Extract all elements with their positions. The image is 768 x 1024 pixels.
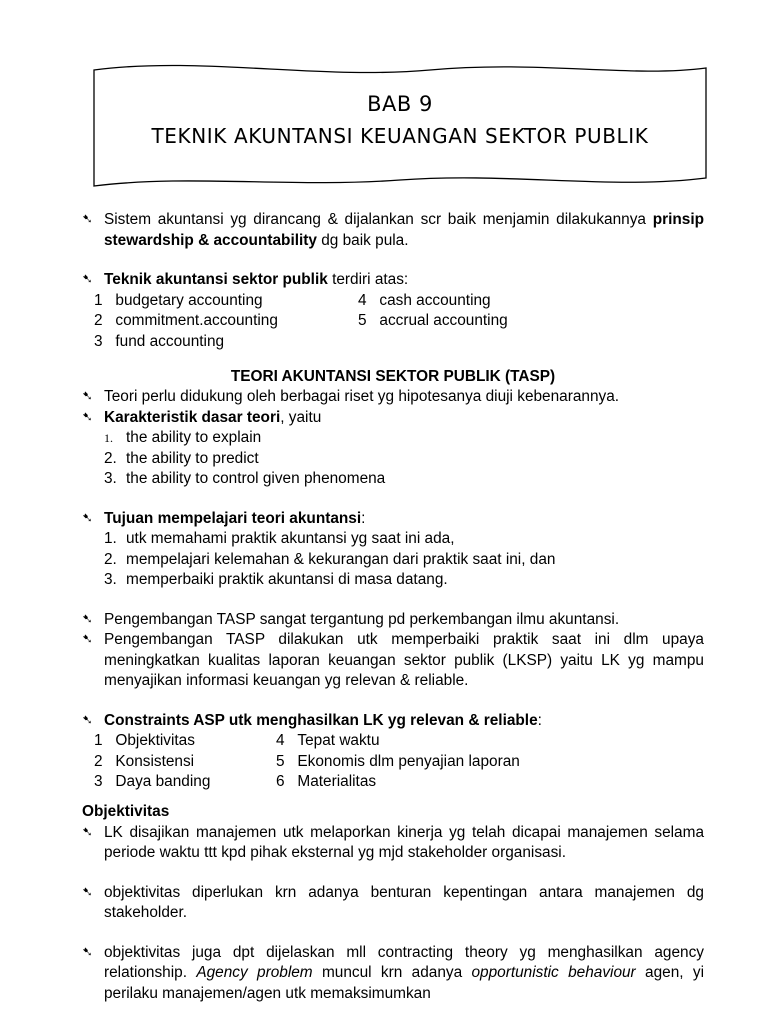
- paragraph-lk: ➷ LK disajikan manajemen utk melaporkan kinerja yg telah dicapai manajemen selama periode waktu ttt kpd pihak eksternal yg mjd stakeholder organisasi.: [82, 823, 704, 861]
- constraints-list: [82, 731, 704, 793]
- arrow-bullet-icon: ➷: [82, 272, 93, 287]
- list-item: 2. mempelajari kelemahan & kekurangan dari praktik saat ini, dan: [104, 550, 556, 568]
- arrow-bullet-icon: ➷: [82, 632, 93, 647]
- chapter-title: TEKNIK AKUNTANSI KEUANGAN SEKTOR PUBLIK: [151, 124, 649, 148]
- techniques-list: [82, 291, 704, 353]
- list-item: 1 budgetary accounting: [94, 291, 263, 309]
- paragraph-agency: ➷ objektivitas juga dpt dijelaskan mll contracting theory yg menghasilkan agency relationship. Agency problem muncul krn adanya opportunistic behaviour agen, yi perilaku manajemen/agen utk memaksimumkan: [82, 943, 705, 1002]
- list-item: 3. the ability to control given phenomena: [104, 470, 386, 487]
- arrow-bullet-icon: ➷: [82, 824, 93, 840]
- paragraph-characteristics: ➷ Karakteristik dasar teori, yaitu: [82, 408, 704, 429]
- list-item: 5 accrual accounting: [358, 312, 508, 329]
- arrow-bullet-icon: ➷: [82, 884, 93, 900]
- list-item: 3 Daya banding: [94, 773, 211, 790]
- paragraph-conflict: ➷ objektivitas diperlukan krn adanya benturan kepentingan antara manajemen dg stakeholder.: [82, 883, 704, 921]
- section-heading-objektivitas: Objektivitas: [82, 803, 170, 820]
- list-item: 1. utk memahami praktik akuntansi yg saat ini ada,: [104, 530, 455, 547]
- list-item: 1 Objektivitas: [94, 732, 195, 749]
- arrow-bullet-icon: ➷: [82, 409, 93, 425]
- document-body: [82, 210, 704, 1004]
- list-item: 4 cash accounting: [358, 291, 491, 309]
- list-item: 2 Konsistensi: [94, 752, 195, 770]
- paragraph-development-2: ➷ Pengembangan TASP dilakukan utk memperbaiki praktik saat ini dlm upaya meningkatkan kualitas laporan keuangan sektor publik (LKSP) yaitu LK yg mampu menyajikan informasi keuangan yg relevan & reliable.: [82, 631, 704, 689]
- list-item: 6 Materialitas: [276, 773, 377, 790]
- arrow-bullet-icon: ➷: [82, 212, 93, 227]
- paragraph-system: ➷ Sistem akuntansi yg dirancang & dijalankan scr baik menjamin dilakukannya prinsip stewardship & accountability dg baik pula.: [82, 211, 704, 249]
- list-item: 5 Ekonomis dlm penyajian laporan: [276, 752, 520, 770]
- list-item: 4 Tepat waktu: [276, 732, 380, 749]
- list-item: 1. the ability to explain: [104, 429, 262, 446]
- list-item: 2. the ability to predict: [104, 449, 259, 467]
- list-item: 2 commitment.accounting: [94, 312, 278, 329]
- purposes-list: [82, 529, 704, 591]
- section-heading-tasp: TEORI AKUNTANSI SEKTOR PUBLIK (TASP): [230, 367, 556, 385]
- chapter-banner: [90, 58, 710, 190]
- characteristics-list: [82, 428, 704, 490]
- paragraph-development-1: ➷ Pengembangan TASP sangat tergantung pd perkembangan ilmu akuntansi.: [82, 610, 704, 631]
- paragraph-purposes: ➷ Tujuan mempelajari teori akuntansi:: [82, 509, 704, 530]
- arrow-bullet-icon: ➷: [82, 944, 93, 960]
- arrow-bullet-icon: ➷: [82, 389, 93, 404]
- list-item: 3 fund accounting: [94, 332, 225, 350]
- paragraph-constraints: ➷ Constraints ASP utk menghasilkan LK yg relevan & reliable:: [82, 711, 704, 732]
- paragraph-techniques: ➷ Teknik akuntansi sektor publik terdiri atas:: [82, 270, 704, 291]
- arrow-bullet-icon: ➷: [82, 611, 93, 627]
- arrow-bullet-icon: ➷: [82, 510, 93, 526]
- list-item: 3. memperbaiki praktik akuntansi di masa datang.: [104, 571, 448, 588]
- paragraph-theory: ➷ Teori perlu didukung oleh berbagai riset yg hipotesanya diuji kebenarannya.: [82, 387, 704, 408]
- chapter-number: BAB 9: [367, 92, 433, 116]
- arrow-bullet-icon: ➷: [82, 712, 93, 728]
